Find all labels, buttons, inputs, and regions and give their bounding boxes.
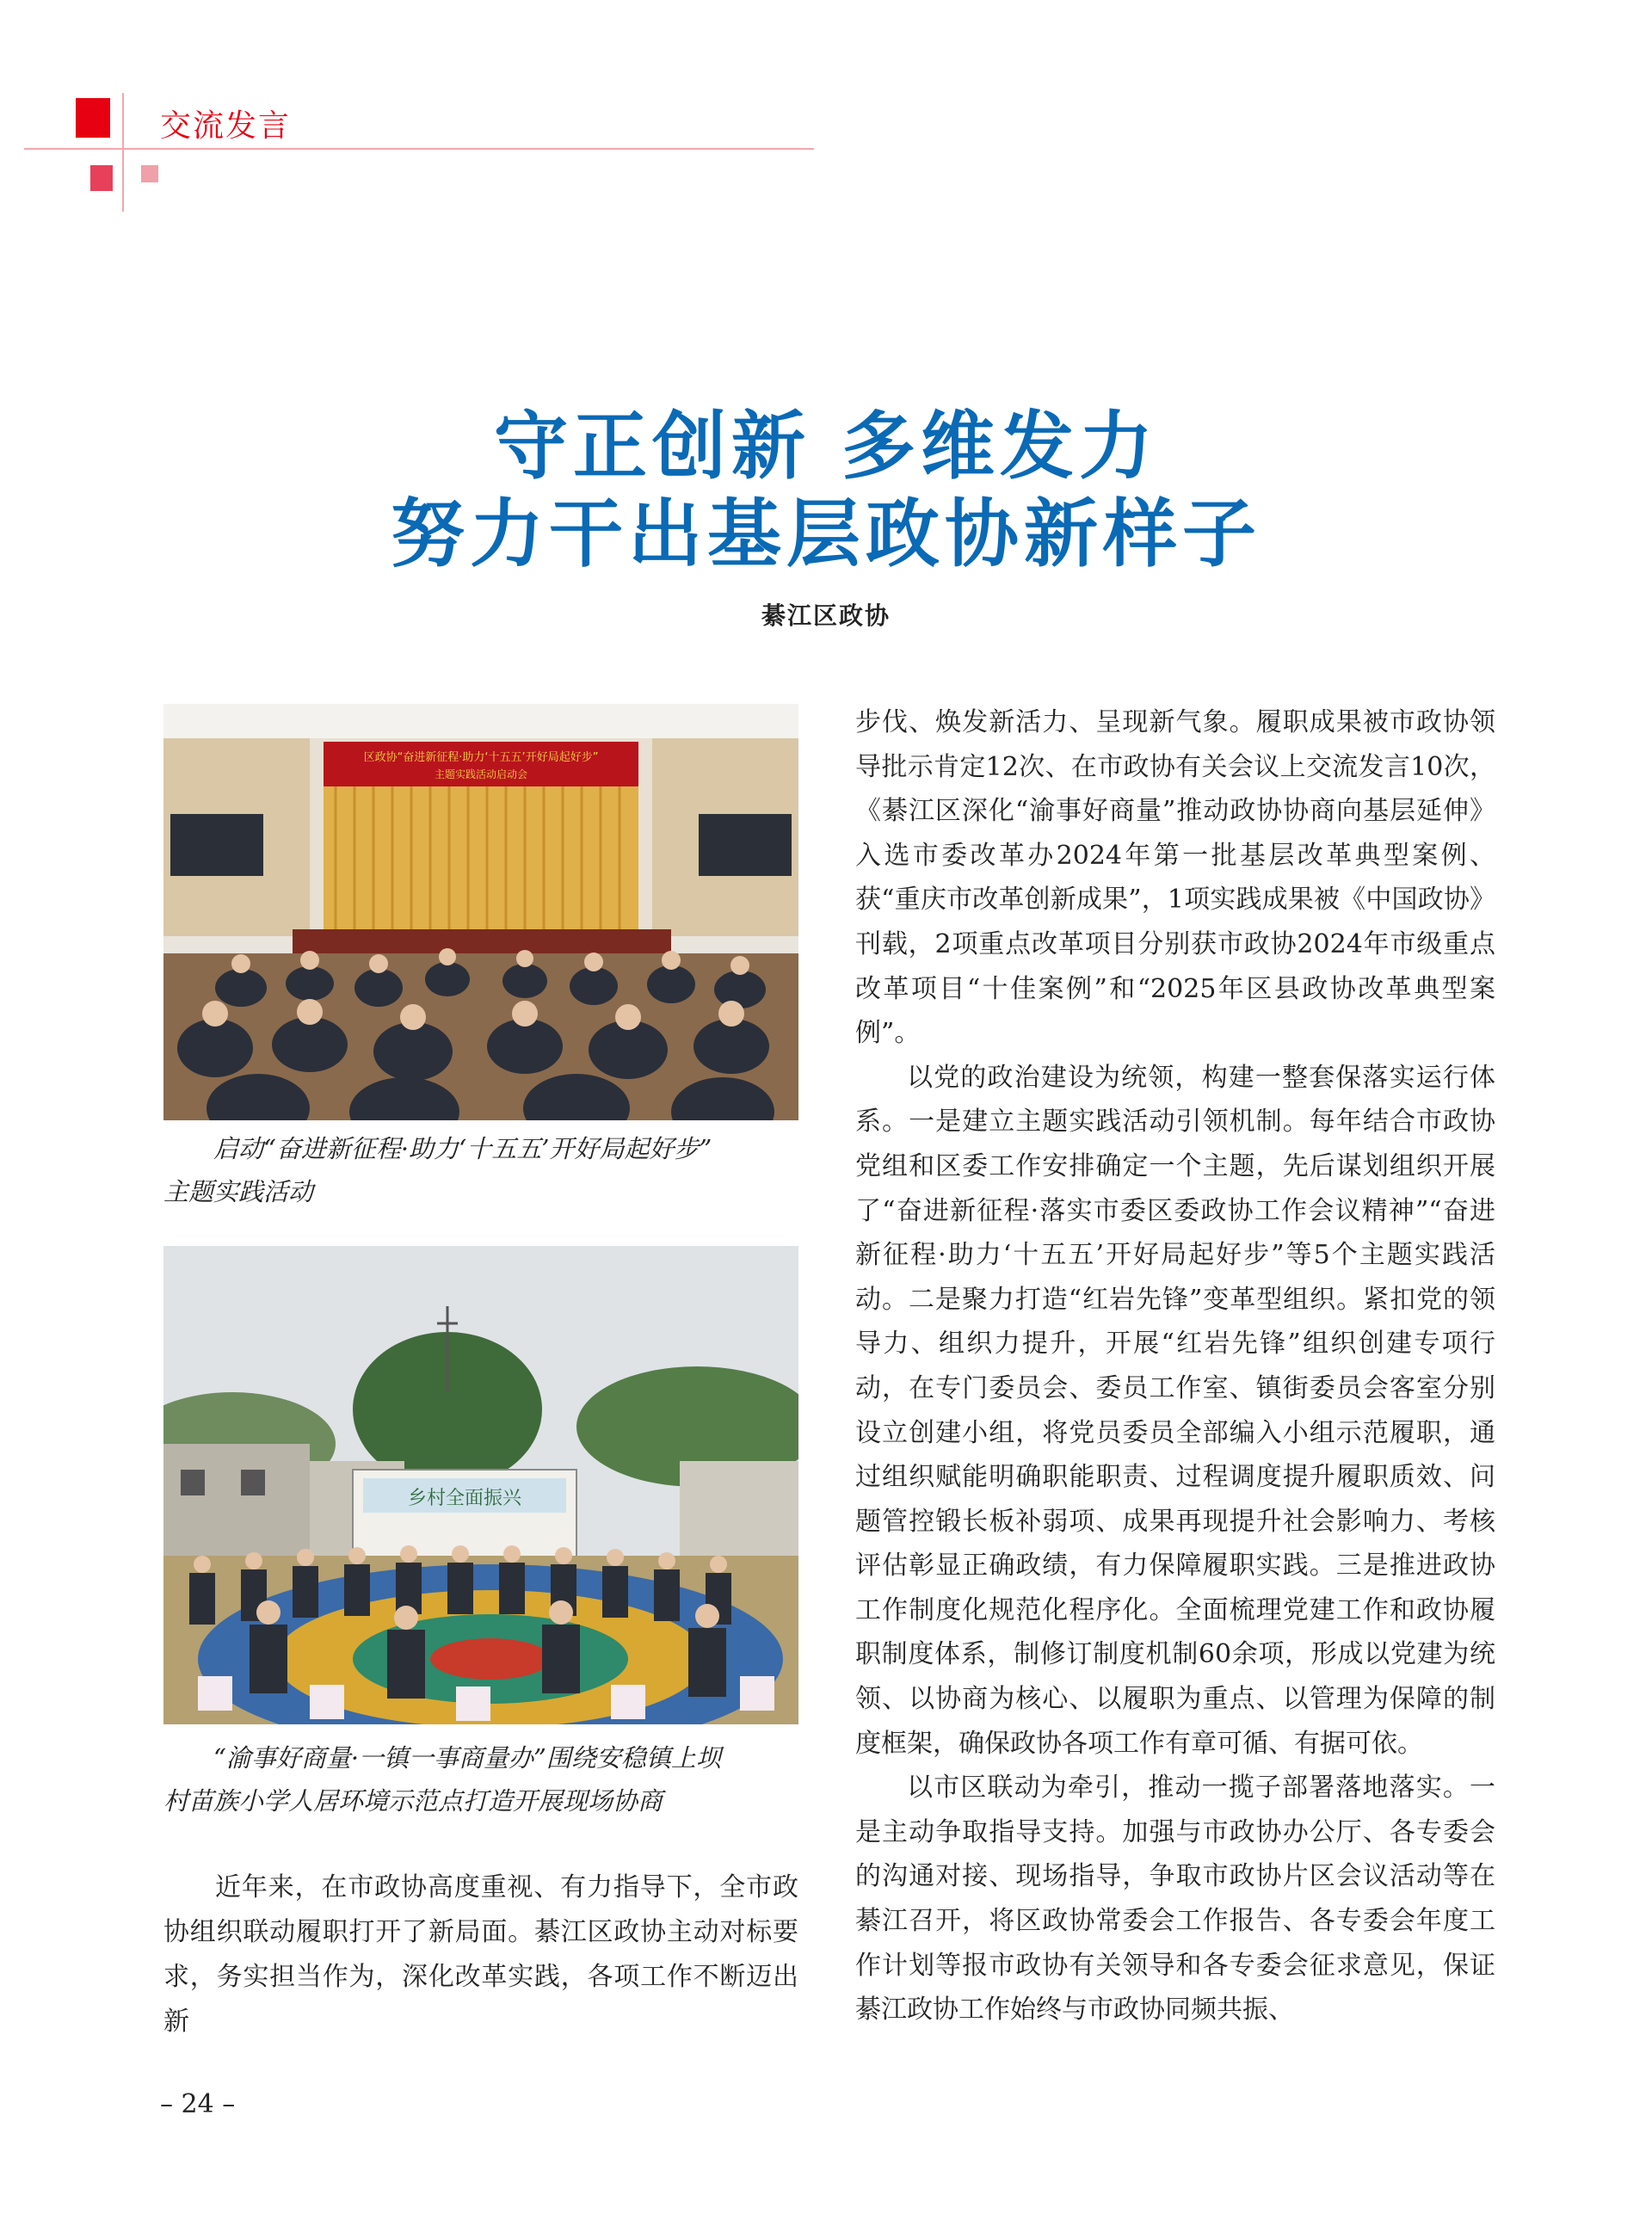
photo-meeting-hall <box>163 704 798 1120</box>
village-sign-text: 乡村全面振兴 <box>407 1488 522 1509</box>
section-label: 交流发言 <box>160 108 292 144</box>
banner-text-line-1: 区政协“奋进新征程·助力‘十五五’开好局起好步” <box>363 751 599 764</box>
body-paragraph-right-1: 步伐、焕发新活力、呈现新气象。履职成果被市政协领导批示肯定12次、在市政协有关会议上交流发言10次，《綦江区深化“渝事好商量”推动政协协商向基层延伸》入选市委改革办2024年第一批基层改革典型案例、获“重庆市改革创新成果”，1项实践成果被《中国政协》刊载，2项重点改革项目分别获市政协2024年市级重点改革项目“十佳案例”和“2025年区县政协改革典型案例”。 <box>855 707 1495 1049</box>
photo1-caption-line-1: 启动“奋进新征程·助力‘十五五’开好局起好步” <box>213 1134 712 1163</box>
body-paragraph-left: 近年来，在市政协高度重视、有力指导下，全市政协组织联动履职打开了新局面。綦江区政协主动对标要求，务实担当作为，深化改革实践，各项工作不断迈出新 <box>163 1872 798 2037</box>
photo-village-consultation <box>163 1246 798 1724</box>
article-title-line-1: 守正创新 多维发力 <box>494 404 1158 490</box>
photo2-caption-line-1: “渝事好商量·一镇一事商量办”围绕安稳镇上坝 <box>213 1743 721 1773</box>
body-paragraph-right-2: 以党的政治建设为统领，构建一整套保落实运行体系。一是建立主题实践活动引领机制。每年结合市政协党组和区委工作安排确定一个主题，先后谋划组织开展了“奋进新征程·落实市委区委政协工作会议精神”“奋进新征程·助力‘十五五’开好局起好步”等5个主题实践活动。二是聚力打造“红岩先锋”变革型组织。紧扣党的领导力、组织力提升，开展“红岩先锋”组织创建专项行动，在专门委员会、委员工作室、镇街委员会客室分别设立创建小组，将党员委员全部编入小组示范履职，通过组织赋能明确职能职责、过程调度提升履职质效、问题管控锻长板补弱项、成果再现提升社会影响力、考核评估彰显正确政绩，有力保障履职实践。三是推进政协工作制度化规范化程序化。全面梳理党建工作和政协履职制度体系，制修订制度机制60余项，形成以党建为统领、以协商为核心、以履职为重点、以管理为保障的制度框架，确保政协各项工作有章可循、有据可依。 <box>855 1062 1495 1759</box>
article-author: 綦江区政协 <box>761 601 891 630</box>
village-consultation-image <box>163 1246 798 1724</box>
page-number: – 24 – <box>160 2089 236 2119</box>
right-column-body <box>855 700 1495 2032</box>
photo2-caption-line-2: 村苗族小学人居环境示范点打造开展现场协商 <box>163 1786 663 1816</box>
photo1-caption <box>163 1127 798 1213</box>
header-rule-vertical <box>122 93 124 212</box>
photo1-caption-line-2: 主题实践活动 <box>163 1177 314 1206</box>
body-paragraph-right-3: 以市区联动为牵引，推动一揽子部署落地落实。一是主动争取指导支持。加强与市政协办公厅、各专委会的沟通对接、现场指导，争取市政协片区会议活动等在綦江召开，将区政协常委会工作报告、各专委会年度工作计划等报市政协有关领导和各专委会征求意见，保证綦江政协工作始终与市政协同频共振、 <box>855 1773 1495 2026</box>
header-rule-horizontal <box>24 148 814 150</box>
article-title-line-2: 努力干出基层政协新样子 <box>391 491 1261 577</box>
banner-text-line-2: 主题实践活动启动会 <box>434 768 528 780</box>
header-pink-square-small <box>141 165 158 182</box>
header-red-square-small <box>90 165 113 191</box>
header-red-square-large <box>76 98 110 138</box>
left-column-body <box>163 1865 798 2044</box>
photo2-caption <box>163 1736 798 1822</box>
meeting-hall-image <box>163 704 798 1120</box>
